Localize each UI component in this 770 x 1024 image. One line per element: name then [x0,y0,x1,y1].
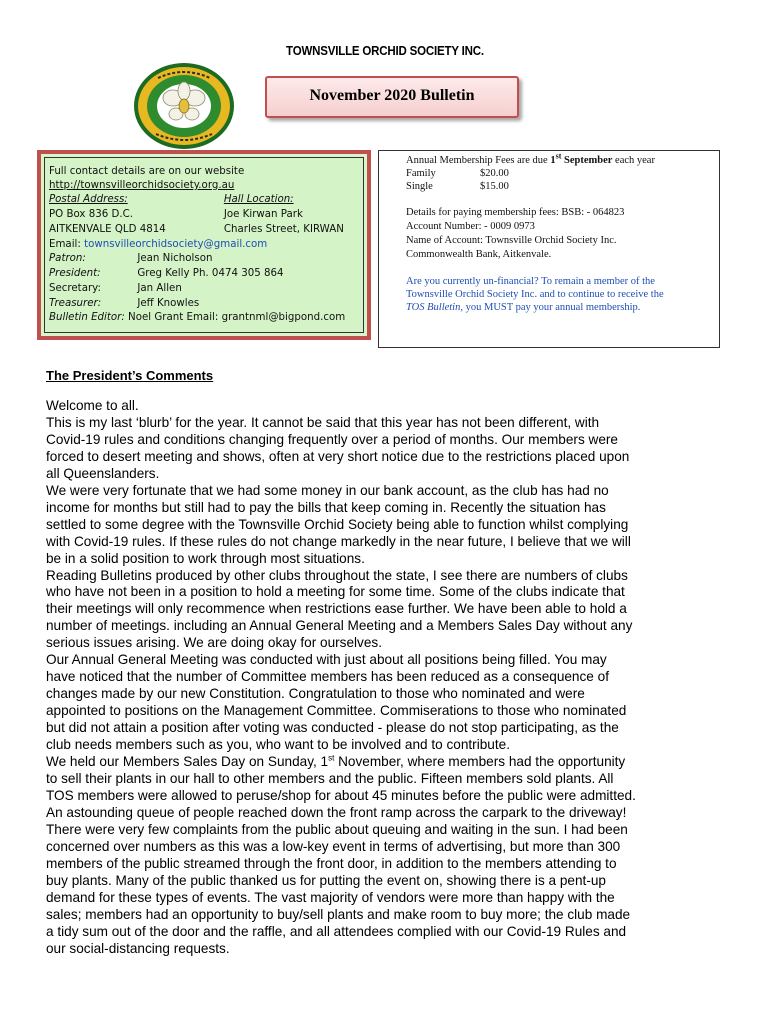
comment-line: Our Annual General Meeting was conducted with just about all positions being filled. You may [46,652,607,668]
unfinancial-note-1: Are you currently un-financial? To remain a member of the [406,276,655,287]
comment-line: buy plants. Many of the public thanked us for putting the event on, showing there is a pent-up [46,872,606,888]
presidents-comments-body [46,398,736,957]
comment-line: serious issues arising. We are doing okay for ourselves. [46,635,382,651]
patron-name: Jean Nicholson [137,251,213,264]
sales-day-sup: st [328,753,335,763]
comment-line: to sell their plants in our hall to other members and the public. Fifteen members sold plants. All [46,770,614,786]
comment-line: income for months but still had to pay the bills that keep coming in. Recently the situation has [46,499,606,515]
comment-line: settled to some degree with the Townsville Orchid Society being able to function whilst complying [46,516,629,532]
unfinancial-note-2: Townsville Orchid Society Inc. and to continue to receive the [406,289,664,300]
editor-label: Bulletin Editor: [49,310,125,323]
tos-bulletin-name: TOS Bulletin [406,302,461,313]
comment-line: forced to desert meeting and shows, often at very short notice due to the restrictions placed upon [46,448,630,464]
comment-line: be in a solid position to work through most situations. [46,550,365,566]
patron-label: Patron: [49,251,86,264]
po-box: PO Box 836 D.C. [49,207,134,220]
website-link[interactable]: http://townsvilleorchidsociety.org.au [49,178,235,191]
payment-details: Details for paying membership fees: BSB: - 064823 [406,207,625,218]
comment-line: a tidy sum out of the door and the raffle, and all attendees complied with our Covid-19 Rules and [46,923,627,939]
fees-due-sup: st [555,151,562,161]
account-name: Name of Account: Townsville Orchid Society Inc. [406,235,617,246]
comment-line: sales; members had an opportunity to buy/sell plants and make room to buy more; the club made [46,906,631,922]
family-label: Family [406,168,436,179]
comment-line: their meetings will only recommence when restrictions ease further. We have been able to hold a [46,601,627,617]
comment-line: Covid-19 rules and conditions changing frequently over a period of months. Our members were [46,431,618,447]
comment-line: have noticed that the number of Committee members has been reduced as a consequence of [46,669,609,685]
comment-line [46,754,736,771]
postal-address-label: Postal Address: [49,192,128,205]
email-label: Email: [49,237,85,250]
treasurer-label: Treasurer: [49,296,102,309]
comment-line: Reading Bulletins produced by other clubs throughout the state, I see there are numbers of clubs [46,567,628,583]
comment-line: An astounding queue of people reached down the front ramp across the carpark to the driveway! [46,804,627,820]
secretary-label: Secretary: [49,281,101,294]
comment-line: who have not been in a position to hold a meeting for some time. Some of the clubs indicate that [46,584,625,600]
single-label: Single [406,181,433,192]
account-number: Account Number: - 0009 0973 [406,221,535,232]
hall-name: Joe Kirwan Park [223,207,303,220]
unfinancial-note-3: , you MUST pay your annual membership. [460,302,641,313]
editor-details: Noel Grant Email: grantnml@bigpond.com [124,310,346,323]
hall-street: Charles Street, KIRWAN [223,222,344,235]
society-email-link[interactable]: townsvilleorchidsociety@gmail.com [84,237,268,250]
bulletin-title: November 2020 Bulletin [309,87,475,104]
comment-line: We were very fortunate that we had some money in our bank account, as the club has had no [46,482,609,498]
comment-line: Welcome to all. [46,398,139,413]
presidents-comments-heading: The President’s Comments [46,368,214,383]
comment-line: number of meetings. including an Annual General Meeting and a Members Sales Day without any [46,618,633,634]
sales-day-text-b: November, where members had the opportunity [334,754,626,770]
fees-due-text: Annual Membership Fees are due [406,155,551,166]
president-name: Greg Kelly Ph. 0474 305 864 [137,266,284,279]
contact-intro: Full contact details are on our website [49,164,245,177]
president-label: President: [49,266,101,279]
orchid-society-logo [132,60,236,150]
comment-line: but did not attain a position after voting was conducted - please do not stop participating, as the [46,720,619,736]
comment-line: our social-distancing requests. [46,940,230,956]
treasurer-name: Jeff Knowles [137,296,200,309]
comment-line: TOS members were allowed to peruse/shop for about 45 minutes before the public were admitted. [46,787,636,803]
bank-name: Commonwealth Bank, Aitkenvale. [406,249,552,260]
comment-line: members of the public streamed through the front door, in addition to the members attending to [46,855,617,871]
membership-fees-box [378,150,720,348]
bulletin-title-box [265,76,519,118]
comment-line: with Covid-19 rules. If these rules do not change markedly in the near future, I believe that we will [46,533,631,549]
comment-line: appointed to positions on the Management Committee. Commiserations to those who nominated [46,703,627,719]
comment-line: concerned over numbers as this was a low-key event in terms of advertising, but more than 300 [46,838,621,854]
comment-line: changes made by our new Constitution. Congratulation to those who nominated and were [46,686,585,702]
comment-line: club needs members such as you, who want to be involved and to contribute. [46,737,510,753]
single-amount: $15.00 [480,181,509,192]
fees-due-month: September [561,155,613,166]
comment-line: This is my last ‘blurb’ for the year. It cannot be said that this year has not been different, with [46,414,600,430]
fees-due-day: 1 [550,155,556,166]
fees-due-end: each year [612,155,655,166]
comment-line: demand for these types of events. The vast majority of vendors were more than happy with the [46,889,615,905]
contact-details-box [37,150,371,340]
secretary-name: Jan Allen [137,281,182,294]
postal-suburb: AITKENVALE QLD 4814 [49,222,166,235]
family-amount: $20.00 [480,168,509,179]
society-title: TOWNSVILLE ORCHID SOCIETY INC. [286,44,484,58]
hall-location-label: Hall Location: [223,192,294,205]
sales-day-text-a: We held our Members Sales Day on Sunday, 1 [46,754,329,770]
comment-line: all Queenslanders. [46,465,160,481]
comment-line: There were very few complaints from the public about queuing and waiting in the sun. I had been [46,821,628,837]
